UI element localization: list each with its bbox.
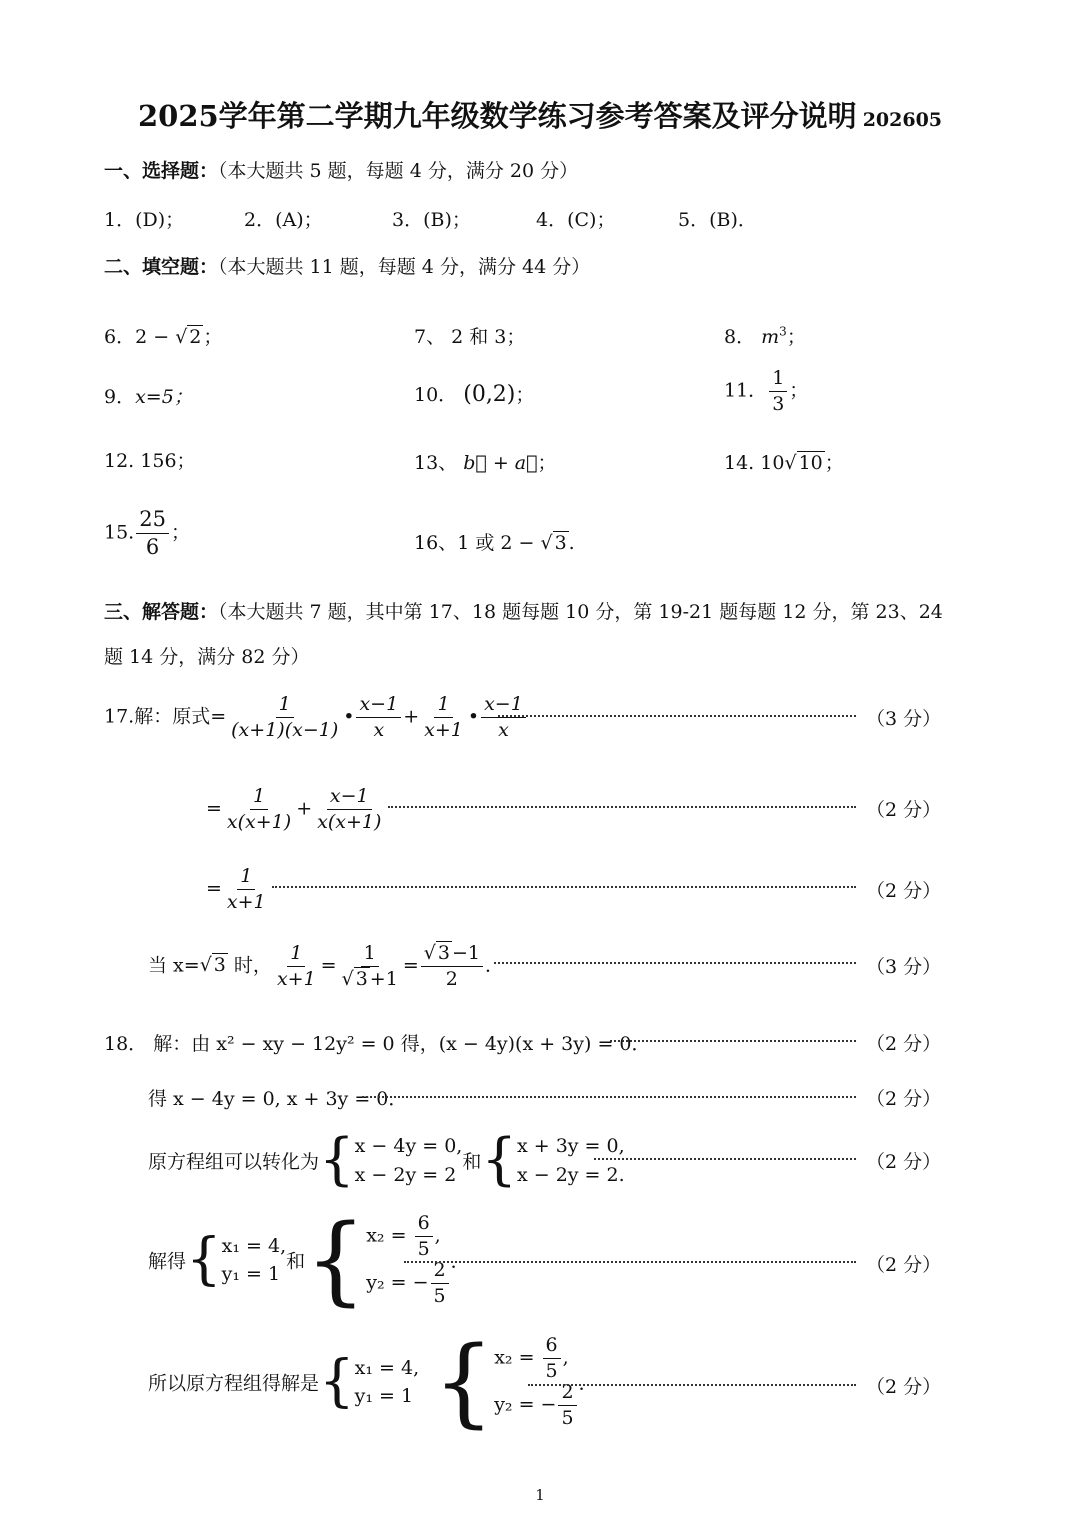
fill-answer-15 — [104, 508, 190, 559]
numerator: 1 — [434, 694, 452, 718]
q17-line-4 — [148, 943, 504, 990]
and-text: 和 — [286, 1250, 306, 1273]
lhs: y₂ = − — [366, 1271, 429, 1294]
fraction — [415, 1213, 433, 1260]
section-2-heading — [104, 252, 590, 279]
score-18-3: （2 分） — [866, 1151, 942, 1173]
equation: y₁ = 1 — [221, 1263, 281, 1285]
q-num: 11． — [724, 379, 768, 402]
lhs: x₂ = — [366, 1224, 413, 1247]
q-num: 13、 — [414, 452, 458, 474]
fraction — [421, 943, 483, 990]
period: ． — [450, 1250, 470, 1273]
score-18-1: （2 分） — [866, 1033, 942, 1055]
numerator: 1 — [287, 943, 305, 967]
score-18-2: （2 分） — [866, 1088, 942, 1110]
sqrt: √ 3 — [341, 967, 368, 990]
dot-leader — [594, 1158, 856, 1160]
numerator: 6 — [543, 1335, 561, 1359]
q17-line-1 — [104, 694, 528, 741]
numerator: 2 — [558, 1382, 576, 1406]
fraction — [769, 368, 787, 415]
denominator: x+1 — [226, 890, 266, 913]
numerator: x−1 — [481, 694, 526, 718]
page-number: 1 — [535, 1486, 545, 1504]
solution-system — [366, 1213, 450, 1307]
numerator: 1 — [276, 694, 294, 718]
fraction — [314, 786, 384, 833]
numerator: 1 — [769, 368, 787, 392]
equation — [494, 1382, 578, 1429]
mc-answer-3: 3．(B)； — [392, 209, 471, 231]
num-tail: −1 — [451, 942, 480, 964]
fill-answer-11 — [724, 368, 808, 415]
brace-icon: { — [305, 1204, 367, 1316]
mc-answer-5: 5．(B)． — [678, 209, 757, 231]
brace-icon: { — [481, 1127, 517, 1193]
period: ． — [578, 1372, 598, 1395]
equation — [366, 1213, 450, 1260]
q-num: 9． — [104, 386, 136, 408]
comma: , — [434, 1224, 441, 1247]
section-1-desc: （本大题共 5 题，每题 4 分，满分 20 分） — [218, 160, 579, 182]
q-num: 14. — [724, 452, 755, 474]
fill-answer-13 — [414, 448, 557, 475]
line-text: 解得 — [148, 1250, 187, 1273]
dot-leader — [498, 715, 856, 717]
section-2-desc: （本大题共 11 题，每题 4 分，满分 44 分） — [218, 256, 591, 278]
fraction — [224, 866, 269, 913]
mc-answer-2: 2．(A)； — [244, 209, 323, 231]
mc-answer-4: 4．(C)； — [536, 209, 616, 231]
semicolon: ； — [786, 326, 806, 348]
denominator: 3 — [772, 392, 785, 415]
radicand: 3 — [213, 954, 226, 977]
answer-text: 1 或 2 − — [457, 532, 541, 554]
radicand: 3 — [554, 532, 567, 554]
dot-leader — [610, 1040, 856, 1042]
q-num: 7、 — [414, 326, 446, 348]
answer-text: x=5； — [135, 386, 193, 408]
and-text: 和 — [462, 1151, 482, 1173]
denominator: x(x+1) — [317, 810, 382, 833]
fill-answer-16 — [414, 528, 575, 555]
denominator: 5 — [433, 1284, 446, 1307]
equation: x₁ = 4, — [354, 1356, 420, 1379]
section-3-heading — [104, 597, 943, 624]
fill-answer-6 — [104, 322, 222, 349]
equation: y₁ = 1 — [354, 1385, 414, 1407]
equation-system — [517, 1132, 625, 1189]
semicolon: ； — [824, 452, 844, 474]
q18-line-3 — [148, 1127, 625, 1193]
q-num: 15. — [104, 521, 135, 544]
fraction — [558, 1382, 576, 1429]
denominator: 2 — [445, 967, 458, 990]
dot-leader — [272, 886, 856, 888]
brace-icon: { — [433, 1326, 495, 1438]
radicand: 2 — [189, 326, 202, 348]
equation: x₁ = 4, — [221, 1234, 287, 1257]
denominator: x+1 — [276, 967, 316, 990]
answer-text: 2 和 3； — [451, 326, 526, 348]
plus-op: + — [296, 797, 313, 820]
denominator: 5 — [561, 1406, 574, 1429]
period: ． — [484, 954, 504, 977]
dot-op: • — [343, 705, 355, 728]
score-17-4: （3 分） — [866, 956, 942, 978]
answer-text: (0,2) — [463, 382, 516, 407]
denominator: x+1 — [424, 718, 463, 741]
numerator: 25 — [136, 508, 169, 534]
sqrt: √ 3 — [199, 954, 226, 977]
q18-line-4 — [148, 1204, 470, 1316]
fraction — [356, 694, 401, 741]
den-tail: +1 — [369, 967, 398, 990]
eq-op: = — [402, 954, 419, 977]
numerator: 1 — [361, 943, 379, 967]
fill-answer-7 — [414, 322, 525, 349]
denominator: 6 — [145, 535, 160, 560]
denominator: x — [373, 718, 385, 741]
fraction — [543, 1335, 561, 1382]
q-num: 8． — [724, 326, 756, 348]
numerator: 6 — [415, 1213, 433, 1237]
fill-answer-14 — [724, 448, 844, 475]
score-18-5: （2 分） — [866, 1376, 942, 1398]
q17-line-3 — [206, 866, 271, 913]
fraction — [481, 694, 526, 741]
denominator: 5 — [417, 1238, 430, 1261]
section-1-heading — [104, 156, 578, 183]
q-num: 16、 — [414, 532, 458, 554]
answer-text: 156； — [140, 450, 196, 472]
fraction — [339, 943, 401, 990]
dot-leader — [528, 1384, 856, 1386]
numerator: 1 — [250, 786, 268, 810]
semicolon: ； — [789, 379, 809, 402]
equation: x − 4y = 0, — [354, 1135, 463, 1157]
when-text: 当 x= — [148, 954, 200, 977]
radicand: 10 — [798, 452, 823, 474]
answer-text: 2 − — [135, 326, 176, 348]
sqrt: √ 3 — [540, 532, 567, 554]
score-17-3: （2 分） — [866, 880, 942, 902]
q-num: 10． — [414, 384, 458, 406]
numerator: x−1 — [356, 694, 401, 718]
brace-icon: { — [319, 1349, 355, 1414]
section-3-desc-cont: 题 14 分，满分 82 分） — [104, 646, 310, 668]
q17-label: 17.解：原式= — [104, 705, 227, 728]
when-text-2: 时， — [227, 954, 272, 977]
solution-system — [355, 1354, 419, 1411]
semicolon: ； — [515, 384, 535, 406]
comma: , — [562, 1346, 569, 1369]
dot-op: • — [467, 705, 480, 728]
numerator — [421, 943, 483, 967]
q-num: 12. — [104, 450, 135, 472]
denominator: x — [498, 718, 509, 741]
solution-system — [494, 1335, 578, 1429]
brace-icon: { — [186, 1227, 222, 1292]
sqrt: √ 3 — [423, 942, 450, 964]
dot-leader — [388, 806, 856, 808]
numerator: 2 — [431, 1260, 449, 1284]
denominator: (x+1)(x−1) — [231, 718, 339, 741]
section-2-head: 二、填空题： — [104, 256, 219, 278]
score-18-4: （2 分） — [866, 1254, 942, 1276]
fill-answer-10 — [414, 380, 534, 407]
equation — [366, 1260, 450, 1307]
q17-line-2 — [206, 786, 386, 833]
denominator: x(x+1) — [226, 810, 292, 833]
fraction — [274, 943, 319, 990]
fill-answer-9 — [104, 382, 193, 409]
section-3-desc: （本大题共 7 题，其中第 17、18 题每题 10 分，第 19-21 题每题 12 分，第 23、24 — [218, 601, 943, 623]
numerator: 1 — [237, 866, 255, 890]
denominator — [339, 967, 401, 990]
page-title — [0, 94, 1080, 135]
radicand: 3 — [355, 967, 368, 990]
section-3-head: 三、解答题： — [104, 601, 219, 623]
dot-leader — [404, 1261, 856, 1263]
fraction — [431, 1260, 449, 1307]
semicolon: ； — [537, 452, 557, 474]
equation — [494, 1335, 578, 1382]
lhs: x₂ = — [494, 1346, 541, 1369]
answer-text: b⃗ + a⃗ — [463, 452, 538, 474]
q18-line-1: 18． 解：由 x² − xy − 12y² = 0 得，(x − 4y)(x + 3y) = 0． — [104, 1033, 651, 1055]
fraction — [136, 508, 169, 559]
lhs: y₂ = − — [494, 1393, 557, 1416]
radicand: 3 — [437, 942, 450, 964]
answer-text: 10 — [760, 452, 785, 474]
sqrt: √ 2 — [175, 326, 202, 348]
score-17-1: （3 分） — [866, 708, 942, 730]
period: . — [568, 532, 575, 554]
eq-op: = — [320, 954, 337, 977]
numerator: x−1 — [327, 786, 372, 810]
line-text: 所以原方程组得解是 — [148, 1372, 320, 1395]
answer-exponent: 3 — [779, 324, 787, 339]
eq-op: = — [206, 797, 222, 820]
mc-answer-1: 1．(D)； — [104, 209, 185, 231]
score-17-2: （2 分） — [866, 799, 942, 821]
answer-base: m — [761, 326, 780, 348]
fraction — [224, 786, 294, 833]
line-text: 原方程组可以转化为 — [148, 1151, 320, 1173]
equation-system — [355, 1132, 463, 1189]
denominator: 5 — [545, 1360, 558, 1383]
equation: x − 2y = 2. — [516, 1163, 625, 1186]
fill-answer-12 — [104, 446, 196, 473]
semicolon: ； — [170, 521, 190, 544]
fraction — [421, 694, 466, 741]
q18-line-5 — [148, 1326, 598, 1438]
q18-line-2: 得 x − 4y = 0, x + 3y = 0． — [148, 1088, 408, 1110]
semicolon: ； — [203, 326, 223, 348]
plus-op: + — [403, 705, 420, 728]
dot-leader — [362, 1096, 856, 1098]
equation: x + 3y = 0, — [516, 1135, 625, 1157]
eq-op: = — [206, 877, 222, 900]
title-text: 2025学年第二学期九年级数学练习参考答案及评分说明 — [137, 99, 857, 133]
brace-icon: { — [319, 1127, 355, 1193]
fill-answer-8 — [724, 322, 806, 349]
q-num: 6． — [104, 326, 136, 348]
sqrt: √ 10 — [784, 452, 823, 474]
equation: x − 2y = 2 — [354, 1163, 457, 1186]
dot-leader — [494, 962, 856, 964]
fraction — [228, 694, 341, 741]
section-1-head: 一、选择题： — [104, 160, 219, 182]
solution-system — [222, 1232, 286, 1289]
title-code: 202605 — [862, 109, 943, 131]
